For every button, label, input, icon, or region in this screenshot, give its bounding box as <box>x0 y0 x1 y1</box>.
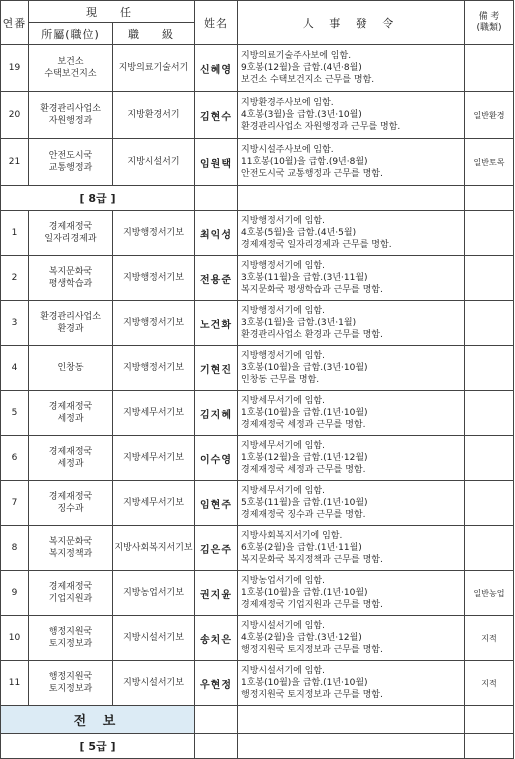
department-line: 환경과 <box>57 324 84 334</box>
header-order: 人 事 發 令 <box>238 1 465 45</box>
department-line: 수택보건지소 <box>44 69 97 79</box>
order-line: 복지문화국 복지정책과 근무를 명함. <box>241 555 383 565</box>
order-line: 5호봉(11월)을 급함.(1년·10월) <box>241 498 368 508</box>
note-cell: 지적 <box>465 616 514 661</box>
name-cell: 전용준 <box>195 256 238 301</box>
row-number: 20 <box>1 92 29 139</box>
section-row-5 <box>1 734 514 759</box>
order-line: 경제재정국 징수과 근무를 명함. <box>241 510 366 520</box>
table-row <box>1 571 514 616</box>
row-number: 3 <box>1 301 29 346</box>
row-number: 5 <box>1 391 29 436</box>
name-cell: 권지윤 <box>195 571 238 616</box>
grade-cell: 지방사회복지서기보 <box>113 526 195 571</box>
table-row <box>1 211 514 256</box>
department-line: 행정지원국 <box>48 672 93 682</box>
row-number: 4 <box>1 346 29 391</box>
row-number: 10 <box>1 616 29 661</box>
order-line: 경제재정국 일자리경제과 근무를 명함. <box>241 240 392 250</box>
order-line: 3호봉(11월)을 급함.(3년·11월) <box>241 273 368 283</box>
department-line: 복지문화국 <box>48 267 93 277</box>
header-note-line1: 備 考 <box>478 11 500 22</box>
order-line: 환경관리사업소 환경과 근무를 명함. <box>241 330 383 340</box>
name-cell: 이수영 <box>195 436 238 481</box>
order-line: 9호봉(12월)을 급함.(4년·8월) <box>241 63 362 73</box>
order-cell <box>238 211 465 256</box>
note-cell: 일반토목 <box>465 139 514 186</box>
order-line: 지방세무서기에 임함. <box>241 441 325 451</box>
table-row <box>1 616 514 661</box>
order-line: 경제재정국 세정과 근무를 명함. <box>241 465 366 475</box>
order-cell <box>238 92 465 139</box>
order-line: 지방사회복지서기에 임함. <box>241 531 343 541</box>
section-label-transfer: 전 보 <box>1 706 195 734</box>
order-cell <box>238 391 465 436</box>
section-empty-cell <box>465 186 514 211</box>
row-number: 8 <box>1 526 29 571</box>
row-number: 1 <box>1 211 29 256</box>
order-line: 행정지원국 토지정보과 근무를 명함. <box>241 645 383 655</box>
department-line: 자원행정과 <box>48 116 93 126</box>
section-8-body <box>1 186 514 211</box>
order-cell <box>238 256 465 301</box>
order-line: 1호봉(10월)을 급함.(1년·10월) <box>241 408 368 418</box>
name-cell: 김현수 <box>195 92 238 139</box>
order-line: 1호봉(10월)을 급함.(1년·10월) <box>241 678 368 688</box>
header-row-1 <box>1 1 514 23</box>
department-cell <box>29 571 113 616</box>
name-cell: 임현주 <box>195 481 238 526</box>
order-line: 3호봉(10월)을 급함.(3년·10월) <box>241 363 368 373</box>
name-cell: 최익성 <box>195 211 238 256</box>
grade-cell: 지방시설서기보 <box>113 661 195 706</box>
order-line: 지방행정서기에 임함. <box>241 216 325 226</box>
department-line: 평생학습과 <box>48 279 93 289</box>
department-line: 기업지원과 <box>48 594 93 604</box>
note-cell <box>465 526 514 571</box>
order-line: 1호봉(10월)을 급함.(1년·10월) <box>241 588 368 598</box>
department-line: 교통행정과 <box>48 163 93 173</box>
order-cell <box>238 436 465 481</box>
order-line: 지방환경주사보에 임함. <box>241 98 334 108</box>
name-cell: 송치은 <box>195 616 238 661</box>
order-line: 4호봉(3월)을 급함.(3년·10월) <box>241 110 362 120</box>
department-cell <box>29 526 113 571</box>
note-cell: 일반환경 <box>465 92 514 139</box>
order-line: 3호봉(1월)을 급함.(3년·1월) <box>241 318 357 328</box>
order-line: 보건소 수택보건지소 근무를 명함. <box>241 75 375 85</box>
grade-cell: 지방행정서기보 <box>113 256 195 301</box>
table-row <box>1 661 514 706</box>
table-row <box>1 481 514 526</box>
row-number: 19 <box>1 45 29 92</box>
order-line: 지방세무서기에 임함. <box>241 396 325 406</box>
name-cell: 임원택 <box>195 139 238 186</box>
header-name: 姓名 <box>195 1 238 45</box>
order-line: 지방시설서기에 임함. <box>241 666 325 676</box>
note-cell <box>465 211 514 256</box>
department-line: 복지정책과 <box>48 549 93 559</box>
grade-cell: 지방세무서기보 <box>113 391 195 436</box>
row-number: 9 <box>1 571 29 616</box>
section-empty-cell <box>195 706 238 734</box>
order-line: 경제재정국 세정과 근무를 명함. <box>241 420 366 430</box>
order-line: 11호봉(10월)을 급함.(9년·8월) <box>241 157 368 167</box>
table-row <box>1 436 514 481</box>
table-row <box>1 45 514 92</box>
department-cell <box>29 256 113 301</box>
department-line: 경제재정국 <box>48 222 93 232</box>
table-row <box>1 391 514 436</box>
order-line: 지방행정서기에 임함. <box>241 261 325 271</box>
grade-cell: 지방세무서기보 <box>113 481 195 526</box>
grade-cell: 지방행정서기보 <box>113 346 195 391</box>
grade-cell: 지방행정서기보 <box>113 211 195 256</box>
note-cell <box>465 436 514 481</box>
order-line: 경제재정국 기업지원과 근무를 명함. <box>241 600 383 610</box>
department-cell <box>29 139 113 186</box>
grade-cell: 지방농업서기보 <box>113 571 195 616</box>
note-cell <box>465 481 514 526</box>
order-line: 지방세무서기에 임함. <box>241 486 325 496</box>
order-line: 1호봉(12월)을 급함.(1년·12월) <box>241 453 368 463</box>
group2-body <box>1 211 514 706</box>
name-cell: 신혜영 <box>195 45 238 92</box>
department-line: 경제재정국 <box>48 402 93 412</box>
department-cell <box>29 436 113 481</box>
grade-cell: 지방세무서기보 <box>113 436 195 481</box>
order-line: 지방시설주사보에 임함. <box>241 145 334 155</box>
department-line: 토지정보과 <box>48 639 93 649</box>
name-cell: 우현정 <box>195 661 238 706</box>
order-line: 4호봉(2월)을 급함.(3년·12월) <box>241 633 362 643</box>
department-line: 안전도시국 <box>48 151 93 161</box>
table-row <box>1 301 514 346</box>
grade-cell: 지방환경서기 <box>113 92 195 139</box>
order-cell <box>238 481 465 526</box>
note-cell <box>465 301 514 346</box>
section-label-5: [ 5급 ] <box>1 734 195 759</box>
row-number: 2 <box>1 256 29 301</box>
order-line: 환경관리사업소 자원행정과 근무를 명함. <box>241 122 401 132</box>
section-empty-cell <box>238 706 465 734</box>
header-note <box>465 1 514 45</box>
department-line: 경제재정국 <box>48 582 93 592</box>
order-line: 지방행정서기에 임함. <box>241 306 325 316</box>
transfer-body <box>1 706 514 759</box>
order-cell <box>238 301 465 346</box>
department-cell <box>29 45 113 92</box>
name-cell: 김지혜 <box>195 391 238 436</box>
order-line: 지방의료기술주사보에 임함. <box>241 51 352 61</box>
department-line: 복지문화국 <box>48 537 93 547</box>
department-cell <box>29 92 113 139</box>
note-cell <box>465 45 514 92</box>
order-line: 4호봉(5월)을 급함.(4년·5월) <box>241 228 357 238</box>
note-cell: 일반농업 <box>465 571 514 616</box>
note-cell: 지적 <box>465 661 514 706</box>
department-cell <box>29 661 113 706</box>
order-cell <box>238 661 465 706</box>
department-line: 경제재정국 <box>48 447 93 457</box>
table-row <box>1 526 514 571</box>
grade-cell: 지방시설서기보 <box>113 616 195 661</box>
department-cell <box>29 616 113 661</box>
order-line: 지방행정서기에 임함. <box>241 351 325 361</box>
department-line: 보건소 <box>57 57 84 67</box>
department-line: 인창동 <box>57 363 84 373</box>
department-line: 환경관리사업소 <box>40 104 101 114</box>
note-cell <box>465 391 514 436</box>
grade-cell: 지방행정서기보 <box>113 301 195 346</box>
table-row <box>1 346 514 391</box>
department-cell <box>29 481 113 526</box>
section-empty-cell <box>465 706 514 734</box>
group1-body <box>1 45 514 186</box>
order-cell <box>238 346 465 391</box>
department-line: 세정과 <box>57 414 84 424</box>
header-current: 現 任 <box>29 1 195 23</box>
table-row <box>1 256 514 301</box>
order-line: 지방시설서기에 임함. <box>241 621 325 631</box>
row-number: 6 <box>1 436 29 481</box>
section-empty-cell <box>465 734 514 759</box>
department-line: 세정과 <box>57 459 84 469</box>
grade-cell: 지방의료기술서기 <box>113 45 195 92</box>
order-line: 복지문화국 평생학습과 근무를 명함. <box>241 285 383 295</box>
name-cell: 김은주 <box>195 526 238 571</box>
section-empty-cell <box>238 734 465 759</box>
header-no: 연番 <box>1 1 29 45</box>
table-row <box>1 139 514 186</box>
row-number: 7 <box>1 481 29 526</box>
order-line: 안전도시국 교통행정과 근무를 명함. <box>241 169 383 179</box>
table-row <box>1 92 514 139</box>
department-line: 환경관리사업소 <box>40 312 101 322</box>
header-dept: 所屬(職位) <box>29 23 113 45</box>
section-label-8: [ 8급 ] <box>1 186 195 211</box>
note-cell <box>465 256 514 301</box>
order-line: 행정지원국 토지정보과 근무를 명함. <box>241 690 383 700</box>
department-line: 일자리경제과 <box>44 234 97 244</box>
order-cell <box>238 45 465 92</box>
order-cell <box>238 616 465 661</box>
order-cell <box>238 526 465 571</box>
department-cell <box>29 346 113 391</box>
row-number: 21 <box>1 139 29 186</box>
department-cell <box>29 211 113 256</box>
department-line: 행정지원국 <box>48 627 93 637</box>
header-note-line2: (職類) <box>476 22 502 33</box>
department-line: 토지정보과 <box>48 684 93 694</box>
name-cell: 기현진 <box>195 346 238 391</box>
row-number: 11 <box>1 661 29 706</box>
name-cell: 노건화 <box>195 301 238 346</box>
order-cell <box>238 139 465 186</box>
department-line: 경제재정국 <box>48 492 93 502</box>
section-row-8 <box>1 186 514 211</box>
department-cell <box>29 301 113 346</box>
order-cell <box>238 571 465 616</box>
section-empty-cell <box>238 186 465 211</box>
grade-cell: 지방시설서기 <box>113 139 195 186</box>
order-line: 인창동 근무를 명함. <box>241 375 320 385</box>
order-line: 6호봉(2월)을 급함.(1년·11월) <box>241 543 362 553</box>
note-cell <box>465 346 514 391</box>
order-line: 지방농업서기에 임함. <box>241 576 325 586</box>
department-cell <box>29 391 113 436</box>
section-empty-cell <box>195 734 238 759</box>
header-grade: 職 級 <box>113 23 195 45</box>
section-empty-cell <box>195 186 238 211</box>
department-line: 징수과 <box>57 504 84 514</box>
section-row-transfer <box>1 706 514 734</box>
